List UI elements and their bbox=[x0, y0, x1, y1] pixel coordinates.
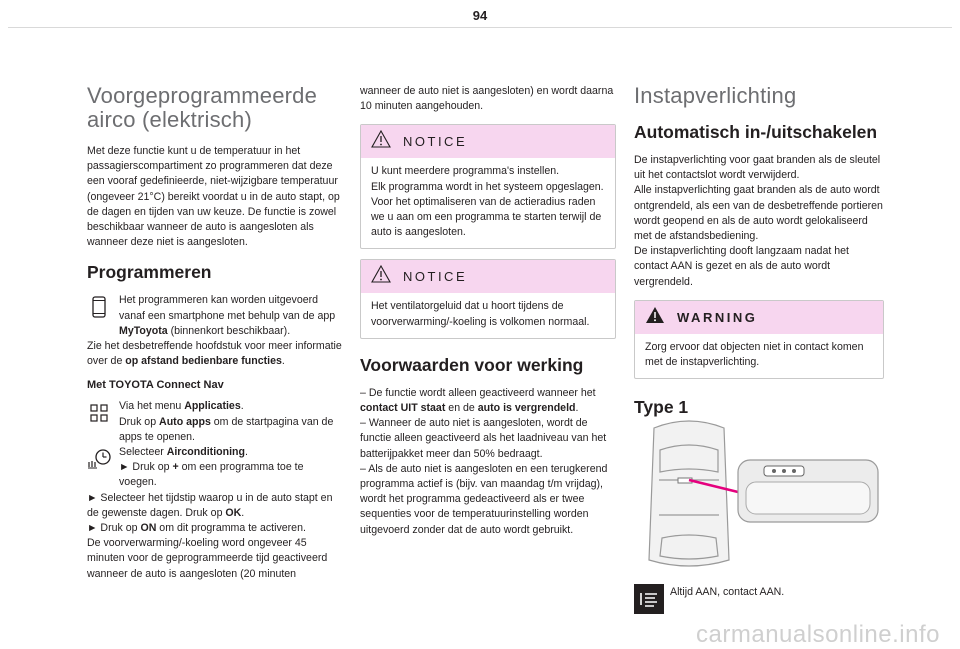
heading-programmeren: Programmeren bbox=[87, 262, 212, 283]
remote-functions: op afstand bedienbare functies bbox=[125, 355, 282, 368]
nav1-c: . bbox=[240, 400, 244, 413]
condition-3: – Als de auto niet is aangesloten en een terugkerend programma actief is (bijv. van maandag t/m vrijdag), wordt het programma gedeactiveerd als er twee sequenties voor de temperatuurinstelling worden uitgevoerd zonder dat de auto wordt gebruikt. bbox=[360, 462, 608, 536]
nav2-d: ► Druk op bbox=[119, 461, 173, 474]
cond1-d: auto is vergrendeld bbox=[477, 402, 576, 415]
step2-c: om dit programma te activeren. bbox=[156, 522, 306, 535]
section-title-preconditioning bbox=[87, 84, 344, 132]
nav1-b: Applicaties bbox=[184, 400, 241, 413]
light-on-icon bbox=[634, 584, 664, 614]
page-number: 94 bbox=[472, 8, 488, 23]
nav-step-2 bbox=[119, 429, 344, 491]
type1-caption: Altijd AAN, contact AAN. bbox=[670, 586, 785, 598]
notice-header-2 bbox=[361, 260, 615, 293]
warning-filled-triangle-icon bbox=[645, 306, 665, 329]
heading-connect-nav: Met TOYOTA Connect Nav bbox=[87, 379, 224, 392]
type1-caption-row bbox=[634, 584, 884, 614]
nav2-e: + bbox=[172, 461, 179, 474]
warning-triangle-icon bbox=[371, 130, 391, 153]
step2-a: ► Druk op bbox=[87, 522, 141, 535]
nav2-c: . bbox=[244, 446, 248, 459]
warning-header bbox=[635, 301, 883, 334]
watermark-text: carmanualsonline.info bbox=[696, 621, 940, 648]
auto-text-3: De instapverlichting dooft langzaam nadat het contact AAN is gezet en als de auto wordt vergrendeld. bbox=[634, 245, 849, 288]
notice-box-2 bbox=[360, 259, 616, 338]
step-select-time bbox=[87, 491, 344, 521]
section-title-entry-lighting: Instapverlichting bbox=[634, 83, 797, 108]
prog-see-text bbox=[87, 339, 344, 369]
condition-1 bbox=[360, 386, 616, 416]
aircon-clock-icon bbox=[87, 447, 111, 471]
notice-header-1 bbox=[361, 125, 615, 158]
heading-automatic: Automatisch in-/uitschakelen bbox=[634, 122, 878, 142]
notice-body-1 bbox=[361, 158, 615, 248]
heading-type-1: Type 1 bbox=[634, 397, 689, 418]
prog-text-a: Het programmeren kan worden uitgevoerd vanaf een smartphone met behulp van de app bbox=[119, 294, 336, 322]
header-divider bbox=[8, 27, 952, 28]
nav2-b: Airconditioning bbox=[166, 446, 245, 459]
step-b: OK bbox=[225, 506, 242, 519]
closing-paragraph: De voorverwarming/-koeling word ongeveer 45 minuten voor de geprogrammeerde tijd geactiveerd wanneer de auto is aangesloten (20 minuten bbox=[87, 537, 328, 580]
nav2-f: om een programma toe te voegen. bbox=[119, 461, 304, 489]
step2-b: ON bbox=[140, 522, 157, 535]
notice1-line2: Elk programma wordt in het systeem opgeslagen. bbox=[371, 180, 604, 193]
prog-text bbox=[119, 293, 344, 339]
cond1-b: contact UIT staat bbox=[360, 402, 446, 415]
prog-text-c: Zie het desbetreffende hoofdstuk voor meer informatie over de bbox=[87, 340, 342, 368]
column-2 bbox=[360, 84, 616, 538]
notice-label-2: NOTICE bbox=[403, 269, 468, 285]
notice-body-2: Het ventilatorgeluid dat u hoort tijdens de voorverwarming/-koeling is volkomen normaal. bbox=[371, 300, 590, 328]
column-1 bbox=[87, 84, 344, 582]
nav2-a: Selecteer bbox=[119, 446, 167, 459]
step-activate bbox=[87, 521, 344, 536]
notice-label-1: NOTICE bbox=[403, 134, 468, 150]
step-c: . bbox=[241, 506, 245, 519]
warning-label: WARNING bbox=[677, 309, 758, 325]
nav1-a: Via het menu bbox=[119, 400, 185, 413]
continued-paragraph: wanneer de auto niet is aangesloten) en wordt daarna 10 minuten aangehouden. bbox=[360, 85, 614, 113]
nav1-e: Auto apps bbox=[159, 415, 211, 428]
cond1-a: – De functie wordt alleen geactiveerd wanneer het bbox=[360, 386, 596, 399]
column-3 bbox=[634, 84, 884, 428]
cond1-e: . bbox=[575, 402, 579, 415]
warning-triangle-icon bbox=[371, 265, 391, 288]
warning-body: Zorg ervoor dat objecten niet in contact komen met de instapverlichting. bbox=[645, 340, 864, 369]
nav1-f: om de startpagina van de apps te openen. bbox=[119, 415, 334, 443]
aircon-row bbox=[87, 429, 344, 491]
nav1-d: Druk op bbox=[119, 415, 160, 428]
smartphone-row bbox=[87, 293, 344, 339]
title-line-2: airco (elektrisch) bbox=[87, 107, 252, 132]
notice-box-1 bbox=[360, 124, 616, 249]
apps-grid-icon bbox=[87, 401, 111, 425]
warning-box bbox=[634, 300, 884, 379]
title-line-1: Voorgeprogrammeerde bbox=[87, 83, 318, 108]
notice1-line3: Voor het optimaliseren van de actieradius raden we u aan om een programma te starten terwijl de auto is aangesloten. bbox=[371, 195, 602, 239]
cond1-c: en de bbox=[445, 402, 478, 415]
step-a: ► Selecteer het tijdstip waarop u in de auto stapt en de gewenste dagen. Druk op bbox=[87, 491, 333, 519]
prog-text-d: . bbox=[281, 355, 285, 368]
intro-paragraph: Met deze functie kunt u de temperatuur in het passagierscompartiment zo programmeren dat deze een vooraf gedefinieerde, niet-wijzigbare temperatuur (ongeveer 21°C) bereikt voordat u in de auto stapt, op de dagen en tijden van uw keuze. De functie is zowel beschikbaar wanneer de auto is aangesloten als wanneer deze niet is aangesloten. bbox=[87, 145, 340, 249]
watermark bbox=[0, 621, 960, 649]
smartphone-icon bbox=[87, 295, 111, 319]
notice1-line1: U kunt meerdere programma's instellen. bbox=[371, 165, 560, 178]
condition-2: – Wanneer de auto niet is aangesloten, wordt de functie alleen geactiveerd als het laadniveau van het batterijpakket meer dan 50% bedraagt. bbox=[360, 417, 607, 460]
heading-conditions: Voorwaarden voor werking bbox=[360, 354, 584, 375]
app-name: MyToyota bbox=[119, 324, 168, 337]
auto-text-2: Alle instapverlichting gaat branden als de auto wordt ontgrendeld, als een van de desbetreffende portieren wordt geopend en als de auto wordt gelokaliseerd met de afstandsbediening. bbox=[634, 184, 883, 243]
prog-text-b: (binnenkort beschikbaar). bbox=[167, 324, 291, 337]
entry-light-illustration bbox=[634, 410, 884, 575]
auto-text-1: De instapverlichting voor gaat branden als de sleutel uit het contactslot wordt verwijderd. bbox=[634, 154, 881, 182]
